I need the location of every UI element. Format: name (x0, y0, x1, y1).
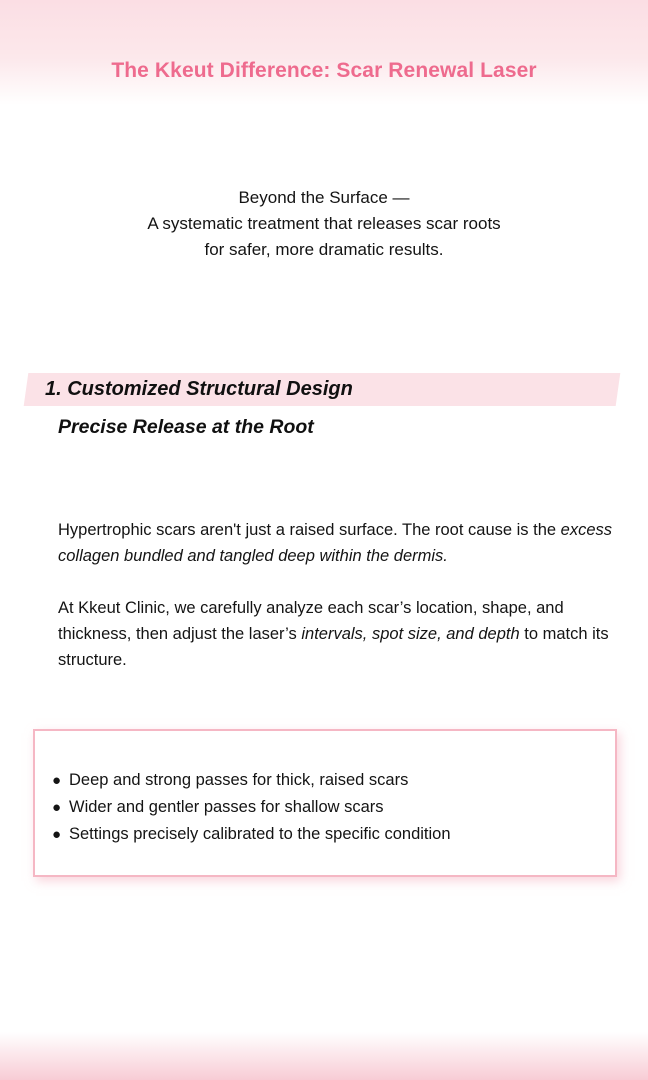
paragraph-clinic-analysis (58, 595, 614, 673)
paragraph-root-cause (58, 517, 614, 569)
intro-block (0, 185, 648, 263)
page-title: The Kkeut Difference: Scar Renewal Laser (111, 59, 537, 82)
footer-gradient-band (0, 1032, 648, 1080)
header-gradient-band (0, 0, 648, 105)
list-item (52, 794, 595, 821)
list-item (52, 767, 595, 794)
paragraph-root-cause-normal: Hypertrophic scars aren't just a raised surface. The root cause is the (58, 521, 561, 539)
paragraph-clinic-analysis-part2: to match its structure. (58, 625, 609, 669)
intro-line-2: A systematic treatment that releases scar roots (147, 214, 501, 233)
paragraph-clinic-analysis-part1: At Kkeut Clinic, we carefully analyze each scar’s location, shape, and thickness, then adjust the laser’s (58, 599, 564, 643)
bullet-icon: ● (52, 826, 62, 843)
section-heading-band (24, 373, 621, 406)
section-heading: 1. Customized Structural Design (45, 378, 353, 400)
intro-line-3: for safer, more dramatic results. (204, 240, 444, 259)
section-subheading: Precise Release at the Root (58, 416, 314, 438)
list-item-text: Deep and strong passes for thick, raised scars (69, 771, 409, 789)
highlight-box (33, 729, 617, 877)
list-item (52, 821, 595, 848)
highlight-list (52, 767, 595, 848)
list-item-text: Wider and gentler passes for shallow scars (69, 798, 384, 816)
paragraph-root-cause-italic: excess collagen bundled and tangled deep within the dermis. (58, 521, 613, 565)
list-item-text: Settings precisely calibrated to the specific condition (69, 825, 451, 843)
bullet-icon: ● (52, 772, 62, 789)
intro-line-1: Beyond the Surface — (238, 188, 410, 207)
paragraph-clinic-analysis-italic: intervals, spot size, and depth (301, 625, 520, 643)
bullet-icon: ● (52, 799, 62, 816)
